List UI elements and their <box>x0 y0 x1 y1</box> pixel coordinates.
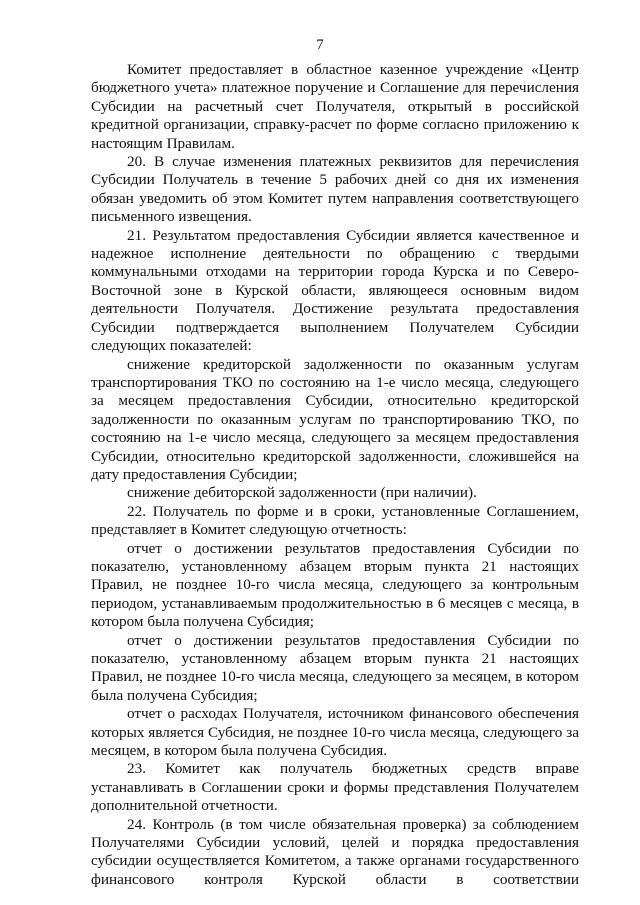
paragraph-report-expenses: отчет о расходах Получателя, источником финансового обеспечения которых является Субсидия, не позднее 10-го числа месяца, следующего за месяцем, в котором была получена Субсидия. <box>91 705 579 760</box>
paragraph-report-control-period: отчет о достижении результатов предоставления Субсидии по показателю, установленному абзацем вторым пункта 21 настоящих Правил, не позднее 10-го числа месяца, следующего за контрольным периодом, устанавливаемым продолжительностью в 6 месяцев с месяца, в котором была получена Субсидия; <box>91 539 579 631</box>
page-number: 7 <box>316 37 324 53</box>
paragraph-20: 20. В случае изменения платежных реквизитов для перечисления Субсидии Получатель в течение 5 рабочих дней со дня их изменения обязан уведомить об этом Комитет путем направления соответствующего письменного извещения. <box>91 153 579 226</box>
paragraph-23: 23. Комитет как получатель бюджетных средств вправе устанавливать в Соглашении сроки и формы представления Получателем дополнительной отчетности. <box>91 760 579 815</box>
document-body <box>91 61 579 889</box>
paragraph-payment-order: Комитет предоставляет в областное казенное учреждение «Центр бюджетного учета» платежное поручение и Соглашение для перечисления Субсидии на расчетный счет Получателя, открытый в российской кредитной организации, справку-расчет по форме согласно приложению к настоящим Правилам. <box>91 61 579 152</box>
paragraph-indicator-creditor-debt: снижение кредиторской задолженности по оказанным услугам транспортирования ТКО по состоянию на 1-е число месяца, следующего за месяцем предоставления Субсидии, относительно кредиторской задолженности по оказанным услугам по транспортированию ТКО, по состоянию на 1-е число месяца, следующего за месяцем предоставления Субсидии, относительно кредиторской задолженности, сложившейся на дату предоставления Субсидии; <box>91 355 579 483</box>
paragraph-report-monthly: отчет о достижении результатов предоставления Субсидии по показателю, установленному абзацем вторым пункта 21 настоящих Правил, не позднее 10-го числа месяца, следующего за месяцем, в котором была получена Субсидия; <box>91 631 579 704</box>
paragraph-24: 24. Контроль (в том числе обязательная проверка) за соблюдением Получателями Субсидии условий, целей и порядка предоставления субсидии осуществляется Комитетом, а также органами государственного финансового контроля Курской области в соответствии <box>91 815 579 888</box>
paragraph-indicator-debtor-debt: снижение дебиторской задолженности (при наличии). <box>127 484 477 502</box>
paragraph-22: 22. Получатель по форме и в сроки, установленные Соглашением, представляет в Комитет следующую отчетность: <box>91 502 579 539</box>
paragraph-21: 21. Результатом предоставления Субсидии является качественное и надежное исполнение деятельности по обращению с твердыми коммунальными отходами на территории города Курска и по Северо-Восточной зоне в Курской области, являющееся основным видом деятельности Получателя. Достижение результата предоставления Субсидии подтверждается выполнением Получателем Субсидии следующих показателей: <box>91 226 579 355</box>
